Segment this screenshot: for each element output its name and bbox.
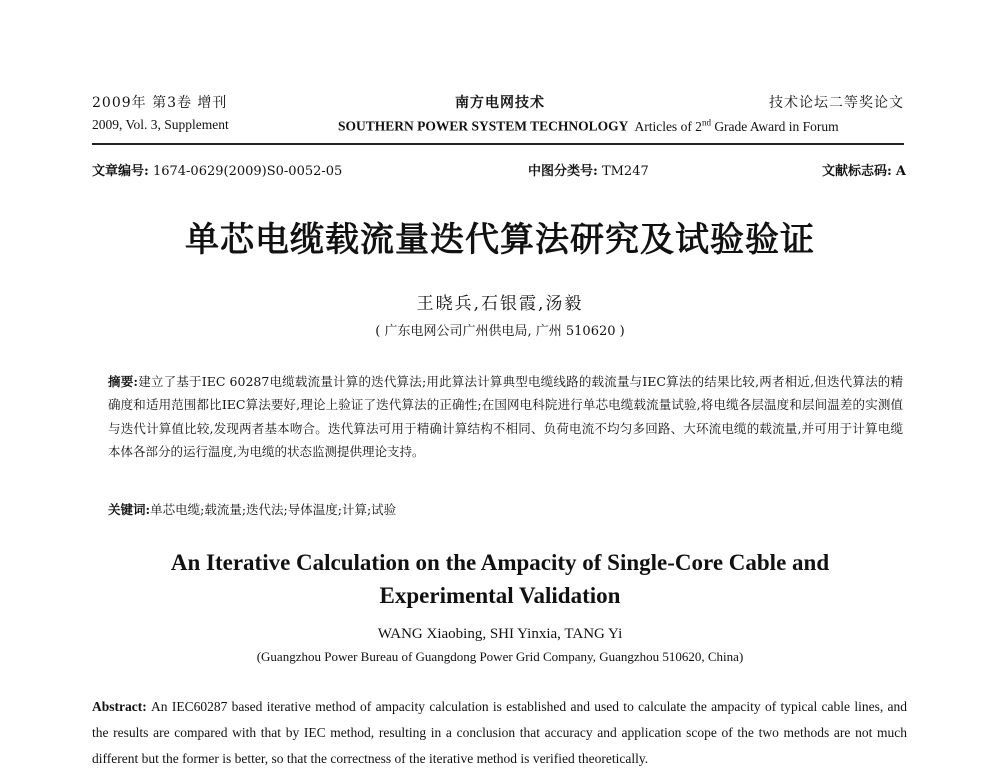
authors-cn: 王晓兵,石银霞,汤毅 (416, 294, 584, 314)
abstract-cn-label: 摘要: (108, 374, 139, 389)
journal-issue-en: 2009, Vol. 3, Supplement (92, 117, 229, 132)
journal-name-cn: 南方电网技术 (455, 95, 545, 111)
paper-title-cn: 单芯电缆载流量迭代算法研究及试验验证 (185, 220, 815, 260)
award-en (634, 119, 838, 134)
journal-issue-cn: 2009年 第3卷 增刊 (92, 95, 228, 111)
abstract-en (92, 694, 907, 772)
clc-number (528, 160, 649, 179)
journal-name-en: SOUTHERN POWER SYSTEM TECHNOLOGY (338, 118, 629, 134)
article-number-label: 文章编号: (92, 164, 149, 179)
abstract-cn (108, 370, 903, 463)
abstract-cn-text: 建立了基于IEC 60287电缆载流量计算的迭代算法;用此算法计算典型电缆线路的载流量与IEC算法的结果比较,两者相近,但迭代算法的精确度和适用范围都比IEC算法要好,理论上验证了迭代算法的正确性;在国网电科院进行单芯电缆载流量试验,将电缆各层温度和层间温差的实测值与迭代计算值比较,发现两者基本吻合。迭代算法可用于精确计算结构不相同、负荷电流不均匀多回路、大环流电缆的载流量,并可用于计算电缆本体各部分的运行温度,为电缆的状态监测提供理论支持。 (108, 374, 903, 459)
article-number-value: 1674-0629(2009)S0-0052-05 (152, 164, 343, 179)
journal-header-en-right (338, 117, 839, 135)
article-number (92, 160, 342, 179)
award-en-prefix: Articles of 2 (634, 118, 702, 134)
keywords-cn-label: 关键词: (108, 502, 151, 517)
award-en-sup: nd (701, 117, 711, 127)
award-en-suffix: Grade Award in Forum (710, 118, 839, 134)
award-cn: 技术论坛二等奖论文 (769, 95, 904, 111)
keywords-cn (108, 500, 396, 518)
header-rule (92, 143, 904, 145)
clc-label: 中图分类号: (528, 164, 598, 179)
paper-title-en-text: An Iterative Calculation on the Ampacity of Single-Core Cable and Experimental Validation (170, 550, 830, 608)
clc-value: TM247 (601, 164, 649, 179)
affiliation-cn: ( 广东电网公司广州供电局, 广州 510620 ) (375, 324, 625, 339)
abstract-en-label: Abstract: (92, 699, 147, 714)
document-code-value: A (895, 164, 906, 179)
affiliation-en: (Guangzhou Power Bureau of Guangdong Power Grid Company, Guangzhou 510620, China) (256, 649, 744, 664)
abstract-en-text: An IEC60287 based iterative method of ampacity calculation is established and used to calculate the ampacity of typical cable lines, and the results are compared with that by IEC method, resulting in a conclusion that accuracy and application scope of the two methods are not much different but the former is better, so that the correctness of the iterative method is verified theoretically. (92, 699, 907, 766)
document-code (822, 160, 906, 179)
keywords-cn-text: 单芯电缆;载流量;迭代法;导体温度;计算;试验 (150, 502, 397, 517)
paper-title-en (0, 546, 1000, 612)
authors-en: WANG Xiaobing, SHI Yinxia, TANG Yi (377, 626, 623, 642)
document-code-label: 文献标志码: (821, 164, 892, 179)
